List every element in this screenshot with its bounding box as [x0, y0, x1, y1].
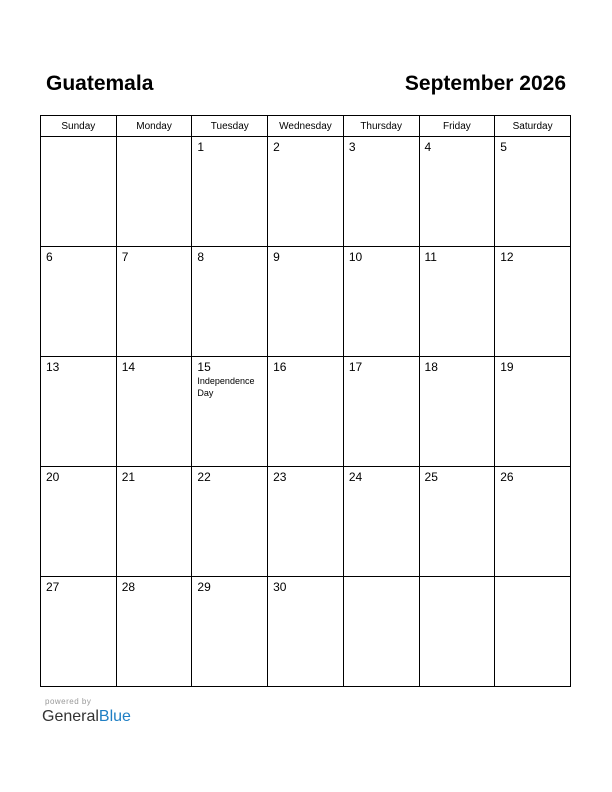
powered-by-text: powered by — [45, 697, 92, 706]
day-number: 8 — [197, 250, 205, 264]
weekday-saturday: Saturday — [495, 116, 571, 137]
brand-general-text: General — [42, 708, 99, 725]
day-cell — [116, 467, 192, 577]
weekday-thursday: Thursday — [343, 116, 419, 137]
day-cell — [343, 357, 419, 467]
day-cell — [116, 137, 192, 247]
day-cell — [419, 357, 495, 467]
day-number — [117, 137, 192, 140]
week-row — [41, 467, 571, 577]
day-cell — [192, 467, 268, 577]
day-cell — [419, 467, 495, 577]
day-number: 4 — [424, 140, 432, 154]
day-number: 11 — [424, 250, 437, 264]
day-number: 10 — [348, 250, 363, 264]
day-number: 16 — [273, 360, 287, 374]
day-cell — [192, 247, 268, 357]
day-number: 9 — [273, 250, 280, 264]
day-number: 29 — [197, 580, 211, 594]
day-number: 25 — [424, 470, 438, 484]
day-cell — [419, 247, 495, 357]
day-number: 26 — [500, 470, 514, 484]
day-cell — [192, 577, 268, 687]
day-number: 20 — [46, 470, 60, 484]
day-number: 2 — [273, 140, 280, 154]
day-cell — [41, 357, 117, 467]
day-cell — [192, 137, 268, 247]
day-number: 22 — [197, 470, 211, 484]
day-cell — [268, 577, 344, 687]
day-number: 12 — [500, 250, 514, 264]
day-cell — [343, 137, 419, 247]
day-number: 21 — [121, 470, 136, 484]
day-cell — [268, 467, 344, 577]
day-number — [420, 577, 495, 580]
footer-logo[interactable] — [42, 697, 131, 727]
day-number: 14 — [121, 360, 136, 374]
day-cell — [343, 577, 419, 687]
weekday-sunday: Sunday — [41, 116, 117, 137]
day-number: 3 — [348, 140, 356, 154]
weekday-wednesday: Wednesday — [268, 116, 344, 137]
day-cell — [268, 357, 344, 467]
weekday-friday: Friday — [419, 116, 495, 137]
day-number — [344, 577, 419, 580]
day-cell — [41, 247, 117, 357]
weekday-header-row — [41, 116, 571, 137]
week-row — [41, 357, 571, 467]
day-cell — [116, 247, 192, 357]
day-number: 28 — [121, 580, 136, 594]
day-number: 6 — [46, 250, 53, 264]
day-cell — [268, 247, 344, 357]
day-cell — [343, 247, 419, 357]
day-number: 19 — [500, 360, 514, 374]
day-number — [41, 137, 116, 140]
week-row — [41, 247, 571, 357]
day-cell — [495, 357, 571, 467]
calendar-grid — [40, 115, 571, 687]
day-number: 24 — [348, 470, 363, 484]
day-cell — [495, 247, 571, 357]
day-number: 5 — [500, 140, 507, 154]
day-number: 18 — [424, 360, 438, 374]
day-number: 7 — [121, 250, 129, 264]
day-cell — [116, 357, 192, 467]
day-cell — [495, 467, 571, 577]
day-cell — [116, 577, 192, 687]
weekday-tuesday: Tuesday — [192, 116, 268, 137]
day-number: 27 — [46, 580, 60, 594]
week-row — [41, 137, 571, 247]
day-cell — [419, 577, 495, 687]
day-cell — [41, 467, 117, 577]
day-number: 15 — [197, 360, 211, 374]
day-number — [495, 577, 570, 580]
day-cell — [495, 577, 571, 687]
day-cell — [495, 137, 571, 247]
day-number: 1 — [197, 140, 205, 154]
holiday-label: Independence Day — [197, 376, 255, 398]
day-number: 17 — [348, 360, 363, 374]
day-cell-holiday — [192, 357, 268, 467]
brand-logo — [42, 707, 131, 727]
country-title: Guatemala — [46, 72, 154, 95]
month-year-title: September 2026 — [404, 72, 566, 95]
day-cell — [268, 137, 344, 247]
day-number: 13 — [46, 360, 60, 374]
weekday-monday: Monday — [116, 116, 192, 137]
day-number: 23 — [273, 470, 287, 484]
day-cell — [41, 577, 117, 687]
day-number: 30 — [273, 580, 287, 594]
day-cell — [419, 137, 495, 247]
day-cell — [343, 467, 419, 577]
day-cell — [41, 137, 117, 247]
brand-blue-text: Blue — [98, 708, 131, 725]
week-row — [41, 577, 571, 687]
